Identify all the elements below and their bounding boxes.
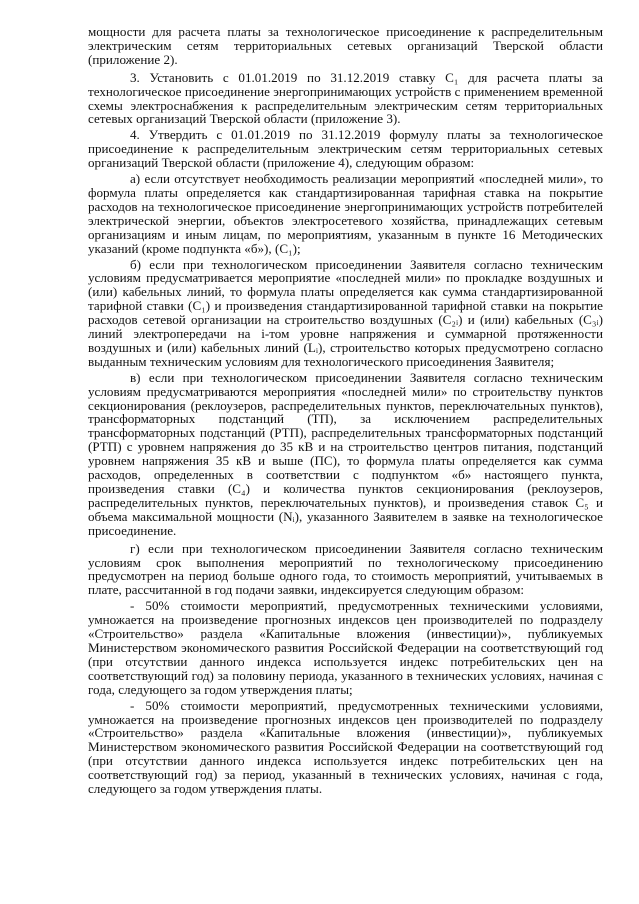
paragraph-annex-2-continuation: мощности для расчета платы за технологическое присоединение к распределительным электрическим сетям территориальных сетевых организаций Тверской области (приложение 2). [88, 24, 603, 67]
paragraph-subitem-a: а) если отсутствует необходимость реализации мероприятий «последней мили», то формула платы определяется как стандартизированная тарифная ставка на покрытие расходов на технологическое присоединение энергопринимающих устройств потребителей электрической энергии, объектов электросетевого хозяйства, принадлежащих сетевым организациям и иным лицам, по мероприятиям, указанным в пункте 16 Методических указаний (кроме подпункта «б»), (C₁); [88, 171, 603, 256]
paragraph-bullet-half-period: - 50% стоимости мероприятий, предусмотренных техническими условиями, умножается на произведение прогнозных индексов цен производителей по подразделу «Строительство» раздела «Капитальные вложения (инвестиции)», публикуемых Министерством экономического развития Российской Федерации на соответствующий год (при отсутствии данного индекса используется индекс потребительских цен на соответствующий год) за половину периода, указанного в технических условиях, начиная с года, следующего за годом утверждения платы; [88, 598, 603, 697]
paragraph-subitem-b: б) если при технологическом присоединении Заявителя согласно техническим условиям предусматривается мероприятие «последней мили» по прокладке воздушных и (или) кабельных линий, то формула платы определяется как сумма стандартизированной тарифной ставки (C₁) и произведения стандартизированной тарифной ставки на покрытие расходов сетевой организации на строительство воздушных (C₂ᵢ) и (или) кабельных (C₃ᵢ) линий электропередачи на i-том уровне напряжения и суммарной протяженности воздушных и (или) кабельных линий (Lᵢ), строительство которых предусмотрено согласно выданным техническим условиям для технологического присоединения Заявителя; [88, 256, 603, 369]
paragraph-bullet-full-period: - 50% стоимости мероприятий, предусмотренных техническими условиями, умножается на произведение прогнозных индексов цен производителей по подразделу «Строительство» раздела «Капитальные вложения (инвестиции)», публикуемых Министерством экономического развития Российской Федерации на соответствующий год (при отсутствии данного индекса используется индекс потребительских цен на соответствующий год) за период, указанный в технических условиях, начиная с года, следующего за годом утверждения платы. [88, 697, 603, 797]
paragraph-subitem-g: г) если при технологическом присоединении Заявителя согласно техническим условиям срок выполнения мероприятий по технологическому присоединению предусмотрен на период больше одного года, то стоимость мероприятий, учитываемых в плате, рассчитанной в год подачи заявки, индексируется следующим образом: [88, 540, 603, 598]
paragraph-subitem-v: в) если при технологическом присоединении Заявителя согласно техническим условиям предусматриваются мероприятия «последней мили» по строительству пунктов секционирования (реклоузеров, распределительных пунктов, переключательных пунктов), трансформаторных подстанций (ТП), за исключением распределительных трансформаторных подстанций (РТП), распределительных трансформаторных подстанций (РТП) с уровнем напряжения до 35 кВ и на строительство центров питания, подстанций уровнем напряжения 35 кВ и выше (ПС), то формула платы определяется как сумма расходов, определенных в соответствии с подпунктом «б» настоящего пункта, произведения ставки (C₄) и количества пунктов секционирования (реклоузеров, распределительных пунктов, переключательных пунктов), и произведения ставок C₅ и объема максимальной мощности (Nᵢ), указанного Заявителем в заявке на технологическое присоединение. [88, 369, 603, 538]
paragraph-item-3: 3. Установить с 01.01.2019 по 31.12.2019 ставку C₁ для расчета платы за технологическое присоединение энергопринимающих устройств с применением временной схемы электроснабжения к распределительным электрическим сетям территориальных сетевых организаций Тверской области (приложение 3). [88, 69, 603, 127]
paragraph-item-4: 4. Утвердить с 01.01.2019 по 31.12.2019 формулу платы за технологическое присоединение к распределительным электрическим сетям территориальных сетевых организаций Тверской области (приложение 4), следующим образом: [88, 127, 603, 171]
